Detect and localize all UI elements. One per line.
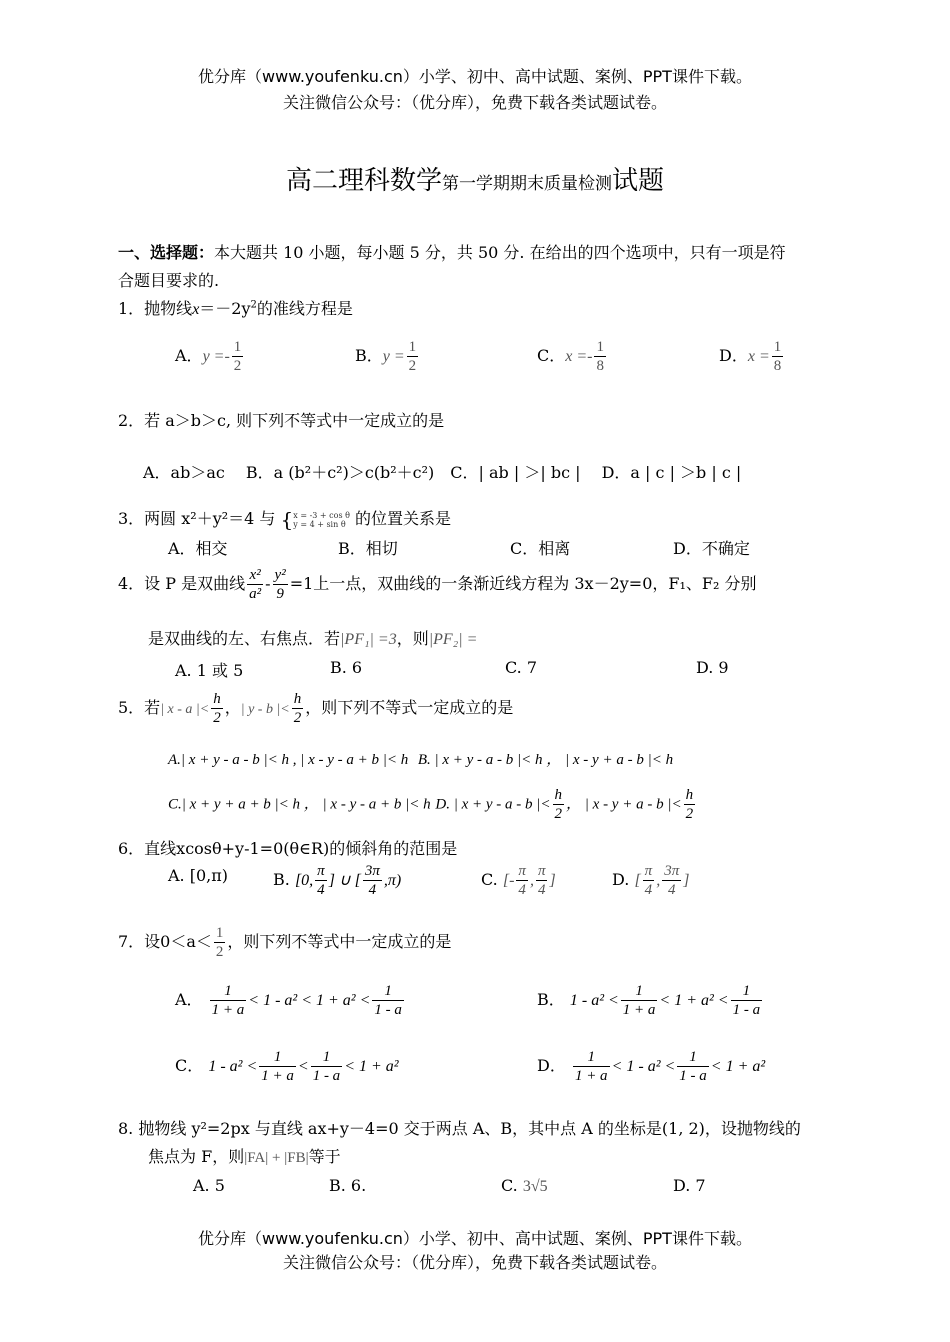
q6-d-post: ] — [683, 872, 690, 889]
title-part-3: 试题 — [612, 166, 665, 196]
q5-d-h-1: h — [554, 787, 563, 803]
q3-brace-icon: { — [280, 507, 294, 532]
q4-nine: 9 — [276, 586, 284, 602]
q1-d-num: 1 — [773, 339, 782, 355]
q6-d-frac2 — [662, 862, 681, 899]
question-6-stem: 6．直线xcosθ+y-1=0(θ∈R)的倾斜角的范围是 — [118, 839, 458, 858]
q8-stem2-post: 等于 — [308, 1147, 341, 1166]
q7-b-f1-num: 1 — [621, 982, 658, 1001]
q1-c-label: C． — [537, 346, 566, 365]
q1-a-den: 2 — [233, 358, 242, 374]
header-line-2: 关注微信公众号：（优分库），免费下载各类试题试卷。 — [282, 93, 667, 112]
q1-option-b — [355, 338, 420, 375]
q5-option-d-mid: ， | x - y + a - b |< — [566, 796, 682, 813]
q3-system — [293, 511, 350, 529]
q7-c-t1: < — [297, 1058, 309, 1075]
q1-b-den: 2 — [408, 358, 417, 374]
q5-options-ab — [168, 748, 673, 769]
section-heading — [118, 240, 786, 263]
footer-line-2: 关注微信公众号：（优分库），免费下载各类试题试卷。 — [282, 1253, 667, 1272]
q1-b-label: B． — [355, 346, 383, 365]
q5-frac-1 — [211, 690, 223, 727]
q1-c-num: 1 — [596, 339, 604, 355]
q6-c-label: C. — [481, 870, 498, 889]
q4-stem-mid: 上一点，双曲线的一条渐近线方程为 3x－2y=0，F₁、F₂ 分别 — [313, 574, 757, 593]
q6-d-3pi: 3π — [664, 863, 680, 879]
q7-b-frac2 — [731, 982, 763, 1019]
q6-b-frac1 — [315, 862, 327, 899]
q7-stem-post: ，则下列不等式中一定成立的是 — [227, 932, 452, 951]
header-line-1: 优分库（www.youfenku.cn）小学、初中、高中试题、案例、PPT课件下载。 — [198, 67, 752, 86]
q7-frac-half — [214, 924, 226, 961]
q7-a-frac1 — [210, 982, 247, 1019]
q1-d-frac — [772, 338, 784, 375]
q8-option-d: D. 7 — [673, 1176, 706, 1195]
q6-b-math2: ] ∪ [ — [328, 872, 361, 889]
q5-frac-2 — [292, 690, 304, 727]
q8-c-label: C. — [501, 1176, 518, 1195]
q6-option-c — [481, 862, 556, 899]
q4-pf1: |PF₁| =3 — [340, 631, 397, 648]
q4-eq1: =1 — [289, 574, 314, 593]
footer-line-1: 优分库（www.youfenku.cn）小学、初中、高中试题、案例、PPT课件下载。 — [198, 1229, 752, 1248]
q7-a-label: A． — [175, 990, 203, 1009]
q5-option-c: C.| x + y + a + b |< h ， | x - y - a + b |< h — [168, 796, 431, 813]
q7-c-t2: < 1 + a² — [344, 1058, 399, 1075]
title-part-1: 高二理科数学 — [285, 166, 442, 196]
q7-d-t1: < 1 - a² < — [611, 1058, 676, 1075]
q8-option-c — [501, 1176, 548, 1196]
q7-d-frac1 — [573, 1048, 610, 1085]
q1-sup: 2 — [250, 299, 257, 311]
q7-b-f2-num: 1 — [731, 982, 763, 1001]
q7-a-f2-num: 1 — [372, 982, 404, 1001]
q6-b-four: 4 — [317, 882, 325, 898]
q4-line2-pre: 是双曲线的左、右焦点．若 — [148, 629, 341, 648]
q7-a-f1-den: 1 + a — [211, 1002, 245, 1018]
q6-d-mid: , — [656, 872, 661, 889]
q5-cond-2: | y - b |< — [240, 702, 290, 717]
question-3-stem — [118, 506, 451, 532]
q5-cond-1: | x - a |< — [160, 702, 210, 717]
q4-option-c: C. 7 — [505, 658, 538, 677]
q5-option-d-pre: D. | x + y - a - b |< — [435, 796, 551, 813]
q1-c-lhs: x =- — [565, 348, 593, 365]
q7-option-b — [537, 982, 764, 1019]
q3-option-d: D．不确定 — [673, 539, 750, 558]
q7-option-a — [175, 982, 406, 1019]
section-label: 一、选择题： — [118, 243, 215, 262]
q7-c-frac1 — [259, 1048, 296, 1085]
q7-c-f2-den: 1 - a — [312, 1068, 341, 1084]
q1-b-num: 1 — [408, 339, 417, 355]
q4-a2: a² — [249, 586, 262, 602]
q7-half-num: 1 — [215, 925, 224, 941]
q6-c-frac1 — [516, 862, 528, 899]
q7-c-frac2 — [311, 1048, 343, 1085]
q8-fa-fb: |FA| + |FB| — [244, 1150, 309, 1166]
q6-b-pi: π — [317, 863, 325, 879]
question-8-stem-2 — [148, 1144, 341, 1167]
q3-option-b: B．相切 — [338, 539, 398, 558]
q7-d-t2: < 1 + a² — [710, 1058, 766, 1075]
q7-option-d — [537, 1048, 765, 1085]
q6-b-3pi: 3π — [364, 863, 380, 879]
q6-d-frac1 — [643, 862, 655, 899]
q5-two-2: 2 — [293, 710, 302, 726]
q6-d-four-1: 4 — [644, 882, 653, 898]
q6-d-label: D. — [612, 870, 630, 889]
q6-d-pre: [ — [634, 872, 641, 889]
q6-option-b — [273, 862, 401, 899]
q7-option-c — [175, 1048, 399, 1085]
q4-frac-x — [247, 566, 263, 603]
q6-c-mid: , — [529, 872, 534, 889]
question-7-stem — [118, 924, 451, 961]
q7-b-frac1 — [621, 982, 658, 1019]
section-desc-1: 本大题共 10 小题，每小题 5 分，共 50 分. 在给出的四个选项中，只有一项是符 — [214, 243, 786, 262]
q3-stem-pre: 3．两圆 x²＋y²＝4 与 — [118, 509, 276, 528]
q1-d-label: D． — [719, 346, 748, 365]
q6-c-pi-1: π — [518, 863, 526, 879]
q7-d-f2-den: 1 - a — [679, 1068, 707, 1084]
q1-c-frac — [594, 338, 606, 375]
q3-sys-2: y = 4 + sin θ — [293, 519, 346, 529]
page-title — [0, 160, 950, 197]
q5-option-a: A.| x + y - a - b |< h , | x - y - a + b |< h — [168, 752, 409, 768]
q8-option-b: B. 6. — [329, 1176, 367, 1195]
q5-two-1: 2 — [213, 710, 221, 726]
q4-option-a: A. 1 或 5 — [175, 661, 244, 680]
question-8-stem-1: 8. 抛物线 y²=2px 与直线 ax+y－4=0 交于两点 A、B，其中点 A 的坐标是(1, 2)，设抛物线的 — [118, 1119, 801, 1138]
q2-options: A．ab＞ac B．a (b²＋c²)＞c(b²＋c²) C．| ab | ＞| bc | D．a | c | ＞b | c | — [143, 463, 742, 482]
q5-h-2: h — [293, 691, 302, 707]
q6-option-d — [612, 862, 689, 899]
q7-a-t1: < 1 - a² < 1 + a² < — [248, 992, 371, 1009]
q5-d-two-1: 2 — [554, 806, 563, 822]
q6-c-four-2: 4 — [537, 882, 546, 898]
q5-h-1: h — [213, 691, 221, 707]
q6-c-frac2 — [536, 862, 548, 899]
q3-stem-post: 的位置关系是 — [355, 509, 452, 528]
q8-option-a: A. 5 — [193, 1176, 225, 1195]
q7-b-t0: 1 - a² < — [569, 992, 619, 1009]
q6-b-frac2 — [363, 862, 382, 899]
q6-b-math1: [0, — [294, 872, 314, 889]
q7-c-label: C． — [175, 1056, 204, 1075]
q7-c-f1-num: 1 — [259, 1048, 296, 1067]
q7-b-label: B． — [537, 990, 565, 1009]
q6-b-four-2: 4 — [368, 882, 377, 898]
q1-option-d — [719, 338, 785, 375]
q8-c-value: 3√5 — [522, 1178, 548, 1195]
q4-x2: x² — [247, 566, 263, 585]
q5-options-cd — [168, 786, 697, 823]
q4-pf2: |PF₂| = — [428, 631, 478, 648]
q5-stem-post: ，则下列不等式一定成立的是 — [305, 698, 514, 717]
section-desc-2: 合题目要求的. — [118, 271, 220, 290]
q5-comma: ， — [224, 698, 241, 717]
q6-c-four-1: 4 — [518, 882, 526, 898]
q1-a-num: 1 — [233, 339, 242, 355]
q6-b-label: B. — [273, 870, 290, 889]
q1-var: x — [192, 301, 200, 318]
q7-stem-pre: 7．设0＜a＜ — [118, 932, 212, 951]
q1-d-lhs: x = — [747, 348, 770, 365]
q8-stem2-pre: 焦点为 F，则 — [148, 1147, 245, 1166]
q5-d-h-2: h — [685, 787, 694, 803]
q6-d-four-2: 4 — [667, 882, 676, 898]
q3-sys-1: x = -3 + cos θ — [293, 510, 350, 520]
q7-b-f2-den: 1 - a — [732, 1002, 761, 1018]
q5-d-frac-2 — [684, 786, 696, 823]
q4-line2-mid: ，则 — [396, 629, 429, 648]
q7-a-frac2 — [372, 982, 404, 1019]
q7-d-frac2 — [677, 1048, 709, 1085]
title-part-2: 第一学期期末质量检测 — [442, 174, 612, 194]
q7-d-label: D． — [537, 1056, 566, 1075]
q7-b-f1-den: 1 + a — [622, 1002, 656, 1018]
q5-stem-pre: 5．若 — [118, 698, 161, 717]
q6-d-pi: π — [644, 863, 653, 879]
question-2-stem: 2．若 a＞b＞c, 则下列不等式中一定成立的是 — [118, 411, 445, 430]
q4-minus: - — [265, 574, 271, 593]
q6-c-post: ] — [549, 872, 556, 889]
q1-a-frac — [232, 338, 244, 375]
q5-d-frac-1 — [553, 786, 565, 823]
q1-stem-pre: 1．抛物线 — [118, 299, 193, 318]
q7-b-t1: < 1 + a² < — [659, 992, 729, 1009]
question-4-line2 — [148, 626, 477, 649]
q4-stem-pre: 4．设 P 是双曲线 — [118, 574, 246, 593]
q7-a-f1-num: 1 — [210, 982, 247, 1001]
q7-c-f2-num: 1 — [311, 1048, 343, 1067]
q5-d-two-2: 2 — [685, 806, 694, 822]
q6-b-math3: ,π) — [383, 872, 402, 889]
q4-option-b: B. 6 — [330, 658, 363, 677]
q6-option-a: A. [0,π) — [168, 866, 228, 885]
q7-d-f1-num: 1 — [573, 1048, 610, 1067]
question-4-stem — [118, 566, 757, 603]
q1-option-c — [537, 338, 608, 375]
q7-c-f1-den: 1 + a — [261, 1068, 294, 1084]
q1-b-lhs: y = — [382, 348, 405, 365]
q4-frac-y — [273, 566, 288, 603]
q3-option-c: C．相离 — [510, 539, 571, 558]
q1-a-lhs: y =- — [202, 348, 230, 365]
q7-c-t0: 1 - a² < — [208, 1058, 258, 1075]
q1-option-a — [175, 338, 245, 375]
q7-a-f2-den: 1 - a — [374, 1002, 402, 1018]
question-5-stem — [118, 690, 513, 727]
q7-half-den: 2 — [215, 944, 224, 960]
q4-y2: y² — [274, 567, 286, 583]
q1-d-den: 8 — [773, 358, 782, 374]
q1-eq: ＝－2y — [199, 299, 251, 318]
q1-c-den: 8 — [596, 358, 604, 374]
q7-d-f2-num: 1 — [677, 1048, 709, 1067]
q3-option-a: A．相交 — [168, 539, 228, 558]
q6-c-pre: [- — [502, 872, 515, 889]
q1-stem-post: 的准线方程是 — [256, 299, 353, 318]
q1-b-frac — [407, 338, 419, 375]
question-1-stem — [118, 296, 353, 319]
q1-a-label: A． — [175, 346, 203, 365]
q5-option-b: B. | x + y - a - b |< h ， | x - y + a - b |< h — [417, 752, 674, 768]
q6-c-pi-2: π — [537, 863, 546, 879]
q4-option-d: D. 9 — [696, 658, 729, 677]
q7-d-f1-den: 1 + a — [574, 1068, 608, 1084]
